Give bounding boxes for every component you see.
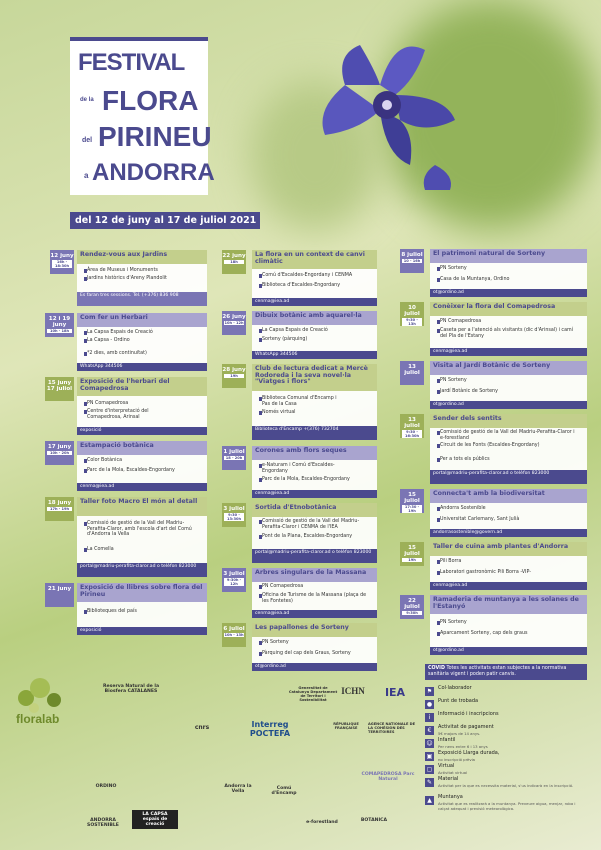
euro-icon: € bbox=[425, 726, 434, 735]
event-title: Dibuix botànic amb aquarel·la bbox=[252, 311, 377, 325]
event-card[interactable] bbox=[252, 364, 377, 440]
event-location: Biblioteca d'Escaldes-Engordany bbox=[262, 283, 341, 288]
event-title: Exposició de l'herbari del Comapedrosa bbox=[77, 377, 207, 396]
event-location: Parc de la Mola, Escaldes-Engordany bbox=[262, 477, 350, 482]
event-location: Casa de la Muntanya, Ordino bbox=[440, 277, 510, 282]
event-card[interactable] bbox=[252, 568, 377, 618]
event-location: Parc de la Mola, Escaldes-Engordany bbox=[87, 468, 175, 473]
event-card[interactable] bbox=[430, 542, 587, 590]
event-location: Centre d'interpretació del Comapedrosa, Arinsal bbox=[87, 409, 167, 420]
event-title: Visita al Jardí Botànic de Sorteny bbox=[430, 361, 587, 375]
event-contact: cenma@iea.ad bbox=[77, 483, 207, 491]
legend-item: ▣ Exposició Llarga durada, no inscripció prèvia bbox=[426, 750, 500, 762]
exhibition-icon: ▣ bbox=[426, 753, 433, 760]
event-contact: portal@madriu-perafita-claror.ad o telèfon 823000 bbox=[430, 470, 587, 484]
event-info: *2 dies, amb continuïtat) bbox=[87, 351, 147, 356]
event-date: 17 juny 10h - 20h bbox=[45, 441, 74, 465]
event-info: Per a tots els públics bbox=[440, 457, 490, 462]
event-location: Biblioteques del país bbox=[87, 609, 137, 614]
legend bbox=[425, 686, 587, 817]
event-date: 3 juliol 9:30 - 13:30h bbox=[222, 503, 246, 527]
event-date: 26 juny 10h - 12h bbox=[222, 311, 246, 335]
event-organizer: PN Comapedrosa bbox=[87, 401, 129, 406]
legend-item: i Informació i inscripcions bbox=[425, 712, 587, 725]
event-title: Connecta't amb la biodiversitat bbox=[430, 489, 587, 503]
event-contact: ot@ordino.ad bbox=[252, 663, 377, 671]
iea-logo: IEA bbox=[384, 686, 406, 699]
mountain-icon: ▲ bbox=[425, 796, 434, 805]
event-card[interactable] bbox=[430, 249, 587, 297]
legend-item: ▲ Muntanya Activitat que es realitzarà a la muntanya. Preveure aigua, menjar, roba i calçat adequat i previsió meteorològica. bbox=[425, 795, 587, 817]
event-contact: portal@madriu-perafita-claror.ad o telèfon 823000 bbox=[252, 549, 377, 563]
event-location: Caseta per a l'atenció als visitants (dic d'Arinsal) i camí del Pla de l'Estany bbox=[440, 328, 580, 339]
covid-notice bbox=[425, 664, 587, 680]
event-card[interactable] bbox=[252, 311, 377, 359]
event-location: Pàrquing del cap dels Graus, Sorteny bbox=[262, 651, 351, 656]
event-date: 12 juny 16h - 18:30h bbox=[50, 250, 74, 274]
event-organizer: PN Sorteny bbox=[440, 266, 467, 271]
la-capsa-logo: LA CAPSA espais de creació bbox=[132, 810, 178, 829]
event-title: Taller foto Macro El món al detall bbox=[77, 497, 207, 516]
event-title: Ramaderia de muntanya a les solanes de l'Estanyó bbox=[430, 595, 587, 614]
andorra-la-vella-logo: Andorra la Vella bbox=[224, 784, 252, 794]
event-card[interactable] bbox=[77, 583, 207, 635]
event-card[interactable] bbox=[77, 250, 207, 306]
event-card[interactable] bbox=[430, 302, 587, 356]
title-word: ANDORRA bbox=[92, 159, 215, 186]
event-title: Taller de cuina amb plantes d'Andorra bbox=[430, 542, 587, 556]
event-location: Aparcament Sorteny, cap dels graus bbox=[440, 631, 528, 636]
event-title: Exposició de llibres sobre flora del Pirineu bbox=[77, 583, 207, 602]
event-contact: cenma@iea.ad bbox=[252, 610, 377, 618]
event-organizer: e-Naturam i Comú d'Escaldes-Engordany bbox=[262, 463, 342, 474]
event-date: 21 juny bbox=[45, 583, 74, 607]
event-card[interactable] bbox=[77, 313, 207, 371]
encamp-logo: Comú d'Encamp bbox=[271, 786, 297, 796]
title-word: de la bbox=[80, 97, 94, 103]
event-organizer: Comú d'Escaldes-Engordany i CENMA bbox=[262, 273, 353, 278]
event-date: 1 juliol 18 - 20h bbox=[222, 446, 246, 470]
agence-logo: AGENCE NATIONALE DE LA COHÉSION DES TERRITOIRES bbox=[368, 722, 416, 734]
event-date: 15 juliol 19h bbox=[400, 542, 424, 566]
title-word: FLORA bbox=[102, 85, 199, 116]
generalitat-logo: Generalitat de Catalunya Departament de Territori i Sostenibilitat bbox=[288, 686, 338, 702]
event-contact: cenma@iea.ad bbox=[430, 348, 587, 356]
event-contact: andorrasostenible@govern.ad bbox=[430, 529, 587, 537]
event-organizer: La Capsa Espais de Creació bbox=[87, 330, 153, 335]
event-location: Circuit de les Fonts (Escaldes-Engordany) bbox=[440, 443, 550, 449]
event-location: Jardins històrics d'Areny Plandolit bbox=[87, 276, 167, 281]
event-contact: ot@ordino.ad bbox=[430, 647, 587, 655]
event-title: El patrimoni natural de Sorteny bbox=[430, 249, 587, 263]
cnrs-logo: cnrs bbox=[194, 724, 210, 731]
event-title: Club de lectura dedicat a Mercè Rodoreda i la seva novel·la "Viatges i flors" bbox=[252, 364, 377, 391]
event-card[interactable] bbox=[430, 361, 587, 409]
legend-item: ✎ Material Activitat per la que es necessita material, s'us indicarà en la inscripció. bbox=[426, 776, 574, 788]
e-forestland-logo: e-forestland bbox=[306, 820, 338, 825]
info-icon: i bbox=[425, 713, 434, 722]
event-card[interactable] bbox=[252, 250, 377, 306]
rnc-logo: Reserva Natural de la Biosfera CATALANES bbox=[102, 684, 160, 694]
comapedrosa-logo: COMAPEDROSA Parc Natural bbox=[361, 772, 415, 782]
event-date: 22 juliol 9:30h bbox=[400, 595, 424, 619]
event-contact: Biblioteca d'Encamp +(376) 732704 bbox=[252, 426, 377, 440]
virtual-icon: ▢ bbox=[426, 766, 433, 773]
event-organizer: La Capsa Espais de Creació bbox=[262, 328, 328, 333]
event-card[interactable] bbox=[252, 446, 377, 498]
event-card[interactable] bbox=[77, 377, 207, 435]
material-icon: ✎ bbox=[426, 779, 433, 786]
event-date: 12 i 19 juny 10h - 18h bbox=[45, 313, 74, 337]
event-contact: exposició bbox=[77, 427, 207, 435]
event-contact: cenma@iea.ad bbox=[252, 490, 377, 498]
event-organizer: Biblioteca Comunal d'Encamp i Pas de la Casa bbox=[262, 396, 342, 407]
festival-title bbox=[70, 37, 215, 195]
event-card[interactable] bbox=[77, 497, 207, 577]
event-contact: WhatsApp 344506 bbox=[252, 351, 377, 359]
event-date: 15 juny 17 juliol bbox=[45, 377, 74, 401]
title-word: FESTIVAL bbox=[78, 49, 185, 76]
event-organizer: PN Sorteny bbox=[440, 378, 467, 383]
event-date: 18 juny 17h - 19h bbox=[45, 497, 74, 521]
event-title: La flora en un context de canvi climàtic bbox=[252, 250, 377, 269]
event-title: Sender dels sentits bbox=[430, 414, 587, 428]
event-location: Pont de la Plana, Escaldes-Engordany bbox=[262, 534, 353, 539]
event-organizer: PN Comapedrosa bbox=[440, 319, 482, 324]
event-date: 28 juny 19h bbox=[222, 364, 246, 388]
event-contact: ot@ordino.ad bbox=[430, 401, 587, 409]
title-word: PIRINEU bbox=[98, 121, 212, 152]
event-title: Sortida d'Etnobotànica bbox=[252, 503, 377, 517]
event-contact: WhatsApp 344506 bbox=[77, 363, 207, 371]
event-contact: portal@madriu-perafita-claror.ad o telèfon 823000 bbox=[77, 563, 207, 577]
event-card[interactable] bbox=[430, 414, 587, 484]
event-location: Laboratori gastronòmic Pili Borra -VIP- bbox=[440, 570, 531, 575]
covid-tag: COVID bbox=[428, 666, 445, 671]
event-contact: Es faran tres sessions. Tel. (+376) 836 908 bbox=[77, 292, 207, 306]
event-location: Sorteny (pàrquing) bbox=[262, 337, 308, 342]
event-organizer: PN Comapedrosa bbox=[262, 584, 304, 589]
meeting-point-icon: ● bbox=[426, 701, 433, 708]
event-date: 22 juny 18h bbox=[222, 250, 246, 274]
event-location: Universitat Carlemany, Sant Julià bbox=[440, 517, 520, 522]
event-card[interactable] bbox=[252, 503, 377, 563]
event-date: 10 juliol 9:30 - 13h bbox=[400, 302, 424, 326]
event-date: 13 juliol bbox=[400, 361, 424, 385]
event-organizer: PN Sorteny bbox=[440, 620, 467, 625]
event-contact: cenma@iea.ad bbox=[252, 298, 377, 306]
interreg-logo: Interreg POCTEFA bbox=[249, 720, 291, 738]
legend-item: ☺ Infantil Per nens entre 6 i 13 anys bbox=[426, 737, 488, 749]
event-contact: ot@ordino.ad bbox=[430, 289, 587, 297]
event-contact: cenma@iea.ad bbox=[430, 582, 587, 590]
child-icon: ☺ bbox=[426, 740, 433, 747]
legend-item: ⚑ Col·laborador bbox=[426, 685, 472, 695]
title-word: del bbox=[82, 137, 93, 144]
event-organizer: Pili Borra bbox=[440, 559, 462, 564]
event-organizer: Comissió de gestió de la Vall del Madriu-Perafita-Claror i CENMA de l'IEA bbox=[262, 519, 372, 530]
event-contact: exposició bbox=[77, 627, 207, 635]
event-date: 3 juliol 9:30h - 12h bbox=[222, 568, 246, 592]
event-date: 6 juliol 10h - 13h bbox=[222, 623, 246, 647]
event-organizer: Andorra Sostenible bbox=[440, 506, 486, 511]
event-card[interactable] bbox=[430, 489, 587, 537]
ichn-logo: ICHN bbox=[341, 686, 365, 696]
event-date: 8 juliol 10 - 16h bbox=[400, 249, 424, 273]
collaborator-icon: ⚑ bbox=[426, 688, 433, 695]
event-location: Jardí Botànic de Sorteny bbox=[440, 389, 498, 394]
event-organizer: Color Botànica bbox=[87, 458, 123, 463]
festival-dates: del 12 de juny al 17 de juliol 2021 bbox=[70, 212, 260, 229]
event-title: Rendez-vous aux Jardins bbox=[77, 250, 207, 264]
event-title: Com fer un Herbari bbox=[77, 313, 207, 327]
covid-text: Totes les activitats estan subjectes a la normativa sanitària vigent i poden patir canvis. bbox=[428, 666, 567, 677]
bellflower-image bbox=[305, 25, 465, 190]
event-title: Estampació botànica bbox=[77, 441, 207, 455]
event-date: 15 juliol 17:30 - 19h bbox=[400, 489, 424, 513]
event-location: Oficina de Turisme de la Massana (plaça de les Fontetes) bbox=[262, 593, 372, 604]
andorra-sostenible-logo: ANDORRA SOSTENIBLE bbox=[87, 818, 119, 828]
botanica-logo: BOTANICA bbox=[360, 818, 388, 823]
title-word: a bbox=[84, 171, 89, 180]
ordino-logo: ORDINO bbox=[95, 784, 117, 789]
event-location: La Capsa - Ordino bbox=[87, 338, 130, 343]
floralab-name: floralab bbox=[16, 712, 60, 726]
event-title: Arbres singulars de la Massana bbox=[252, 568, 377, 582]
legend-item: € Activitat de pagament 5€ majors de 14 anys. bbox=[425, 725, 587, 738]
event-title: Corones amb flors seques bbox=[252, 446, 377, 460]
event-location: La Comella bbox=[87, 547, 114, 552]
event-organizer: PN Sorteny bbox=[262, 640, 289, 645]
event-title: Conèixer la flora del Comapedrosa bbox=[430, 302, 587, 316]
event-organizer: Comissió de gestió de la Vall del Madriu-Perafita-Claror, amb l'escola d'art del Comú d'Andorra la Vella bbox=[87, 521, 202, 538]
event-organizer: Àrea de Museus i Monuments bbox=[87, 268, 158, 273]
event-date: 13 juliol 9:30 - 16:30h bbox=[400, 414, 424, 438]
legend-item: ● Punt de trobada bbox=[426, 698, 479, 708]
republique-logo: RÉPUBLIQUE FRANÇAISE bbox=[333, 722, 359, 730]
event-card[interactable] bbox=[430, 595, 587, 655]
event-card[interactable] bbox=[252, 623, 377, 671]
event-location: Només virtual bbox=[262, 410, 296, 415]
event-card[interactable] bbox=[77, 441, 207, 491]
legend-item: ▢ Virtual Activitat virtual bbox=[426, 763, 468, 775]
event-title: Les papallones de Sorteny bbox=[252, 623, 377, 637]
event-organizer: Comissió de gestió de la Vall del Madriu-Perafita-Claror i e-forestland bbox=[440, 430, 580, 441]
